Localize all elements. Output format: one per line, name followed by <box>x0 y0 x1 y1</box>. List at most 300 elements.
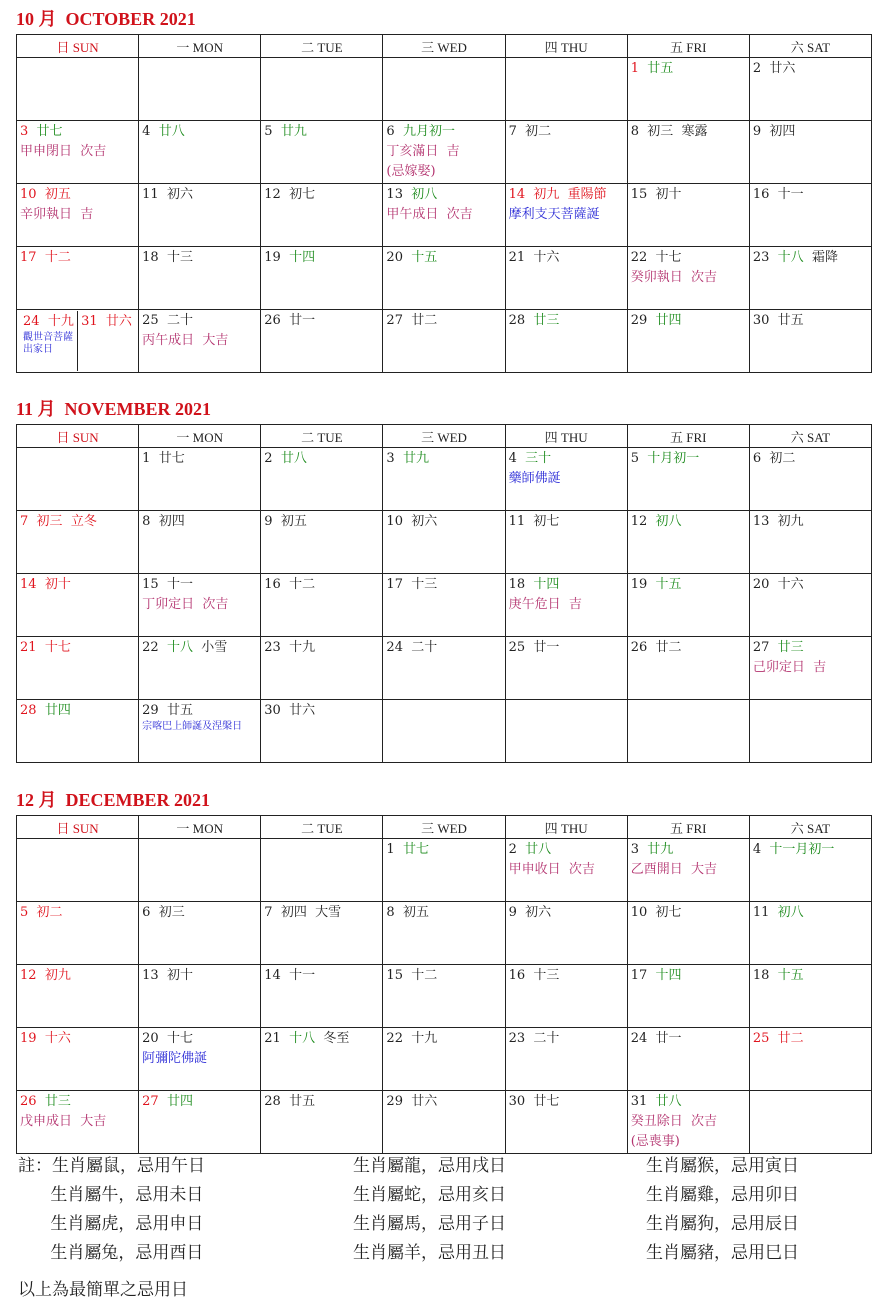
day-note: 己卯定日 吉 <box>752 660 827 675</box>
day-header <box>631 311 746 331</box>
weekday-header: 四 THU <box>505 425 627 448</box>
day-header <box>509 185 624 205</box>
day-header <box>20 1092 135 1112</box>
split-day-cell <box>20 311 135 371</box>
zodiac-notes <box>18 1152 868 1268</box>
day-number: 8 <box>142 514 151 529</box>
day-number: 6 <box>142 905 151 920</box>
day-note: 甲午成日 次吉 <box>386 207 473 222</box>
lunar-date: 廿五 <box>289 1094 316 1109</box>
lunar-date: 廿一 <box>289 313 316 328</box>
lunar-date: 初八 <box>411 187 438 202</box>
day-number: 13 <box>386 187 403 202</box>
day-header <box>509 512 624 532</box>
day-cell <box>383 1091 505 1154</box>
day-cell <box>383 184 505 247</box>
week-row <box>17 965 872 1028</box>
day-cell <box>505 1091 627 1154</box>
day-cell <box>261 448 383 511</box>
lunar-date: 十六 <box>533 250 560 265</box>
weekday-header: 日 SUN <box>17 816 139 839</box>
day-number: 16 <box>508 968 526 983</box>
day-header <box>264 122 379 142</box>
day-cell <box>139 310 261 373</box>
lunar-date: 廿三 <box>44 1094 71 1109</box>
lunar-date: 十四 <box>289 250 316 265</box>
day-cell <box>749 839 871 902</box>
lunar-date: 九月初一 <box>402 124 455 139</box>
day-cell <box>139 574 261 637</box>
lunar-date: 廿九 <box>280 124 307 139</box>
month-title: 12 月 DECEMBER 2021 <box>16 790 211 810</box>
day-cell <box>383 121 505 184</box>
note-row <box>18 1210 868 1239</box>
day-header <box>509 248 624 268</box>
week-row <box>17 58 872 121</box>
note-row <box>18 1239 868 1268</box>
day-header <box>386 638 501 658</box>
day-cell <box>627 511 749 574</box>
note-text: 註：生肖屬鼠，忌用午日 <box>18 1156 205 1176</box>
day-header <box>631 575 746 595</box>
day-number: 28 <box>20 703 37 718</box>
day-cell <box>627 1091 749 1154</box>
lunar-date: 廿二 <box>777 1031 804 1046</box>
day-number: 31 <box>81 314 98 329</box>
day-number: 8 <box>630 124 639 139</box>
lunar-date: 十二 <box>289 577 316 592</box>
day-cell-half <box>20 311 78 371</box>
day-header <box>264 1092 379 1112</box>
day-number: 6 <box>386 124 395 139</box>
day-cell <box>505 902 627 965</box>
day-header <box>264 512 379 532</box>
day-header <box>20 701 135 721</box>
lunar-date: 十七 <box>44 640 71 655</box>
day-cell <box>17 247 139 310</box>
empty-cell <box>139 839 261 902</box>
day-cell <box>627 574 749 637</box>
day-header <box>20 1029 135 1049</box>
lunar-date: 廿八 <box>655 1094 682 1109</box>
empty-cell <box>749 700 871 763</box>
day-cell <box>383 247 505 310</box>
lunar-date: 廿三 <box>533 313 560 328</box>
lunar-date: 初四 <box>158 514 185 529</box>
lunar-date: 二十 <box>166 313 193 328</box>
day-number: 1 <box>142 451 151 466</box>
lunar-date: 三十 <box>525 451 552 466</box>
day-cell <box>505 1028 627 1091</box>
day-header <box>386 903 501 923</box>
day-number: 15 <box>142 577 159 592</box>
day-header <box>631 449 746 469</box>
day-cell <box>749 511 871 574</box>
lunar-date: 初九 <box>533 187 560 202</box>
lunar-date: 初五 <box>402 905 429 920</box>
day-cell <box>261 511 383 574</box>
day-header <box>386 840 501 860</box>
lunar-date: 廿二 <box>655 640 682 655</box>
day-number: 19 <box>264 250 281 265</box>
lunar-date: 初七 <box>533 514 560 529</box>
day-header <box>142 311 257 331</box>
empty-cell <box>17 58 139 121</box>
day-number: 12 <box>630 514 648 529</box>
weekday-header: 二 TUE <box>261 35 383 58</box>
day-header <box>264 903 379 923</box>
solar-term: 重陽節 <box>567 187 607 202</box>
day-number: 19 <box>630 577 648 592</box>
day-cell <box>17 700 139 763</box>
lunar-date: 十一 <box>166 577 193 592</box>
day-header <box>386 512 501 532</box>
day-number: 4 <box>142 124 151 139</box>
day-header <box>509 1092 624 1112</box>
day-number: 17 <box>386 577 403 592</box>
day-header <box>142 1029 257 1049</box>
empty-cell <box>505 58 627 121</box>
empty-cell <box>383 58 505 121</box>
weekday-header: 三 WED <box>383 425 505 448</box>
day-cell <box>627 310 749 373</box>
day-cell <box>383 902 505 965</box>
day-note: 出家日 <box>23 344 53 355</box>
day-header <box>142 122 257 142</box>
day-cell <box>749 574 871 637</box>
empty-cell <box>261 58 383 121</box>
day-header <box>753 966 868 986</box>
week-row <box>17 700 872 763</box>
lunar-date: 十六 <box>777 577 804 592</box>
day-header <box>142 903 257 923</box>
day-header <box>631 1092 746 1112</box>
day-header <box>20 512 135 532</box>
lunar-date: 初六 <box>411 514 438 529</box>
day-number: 15 <box>386 968 403 983</box>
lunar-date: 廿四 <box>44 703 71 718</box>
day-header <box>631 122 746 142</box>
day-cell <box>261 184 383 247</box>
week-row <box>17 637 872 700</box>
lunar-date: 廿一 <box>655 1031 682 1046</box>
lunar-date: 初四 <box>769 124 796 139</box>
day-note: 丙午成日 大吉 <box>142 333 229 348</box>
day-cell <box>627 58 749 121</box>
day-header <box>20 966 135 986</box>
day-cell <box>383 511 505 574</box>
day-header <box>386 185 501 205</box>
day-header <box>386 449 501 469</box>
day-cell <box>505 965 627 1028</box>
day-cell <box>505 184 627 247</box>
day-note: 觀世音菩薩 <box>23 332 73 343</box>
lunar-date: 初七 <box>655 905 682 920</box>
day-cell-half <box>78 311 135 371</box>
weekday-header-row <box>17 425 872 448</box>
lunar-date: 十三 <box>411 577 438 592</box>
note-text: 生肖屬牛，忌用未日 <box>18 1185 204 1205</box>
day-cell <box>505 448 627 511</box>
lunar-date: 廿六 <box>105 314 132 329</box>
day-cell <box>261 121 383 184</box>
lunar-date: 十二 <box>411 968 438 983</box>
day-cell <box>627 637 749 700</box>
day-header <box>509 449 624 469</box>
week-row <box>17 448 872 511</box>
day-cell <box>261 637 383 700</box>
solar-term: 小雪 <box>201 640 228 655</box>
day-header <box>753 185 868 205</box>
day-number: 20 <box>752 577 770 592</box>
day-cell <box>627 839 749 902</box>
day-header <box>20 903 135 923</box>
lunar-date: 初九 <box>777 514 804 529</box>
day-number: 28 <box>264 1094 281 1109</box>
day-cell <box>749 247 871 310</box>
lunar-date: 十一 <box>289 968 316 983</box>
day-cell <box>261 1028 383 1091</box>
day-header <box>631 185 746 205</box>
solar-term: 大雪 <box>315 905 342 920</box>
day-cell <box>261 965 383 1028</box>
lunar-date: 十八 <box>777 250 804 265</box>
day-header <box>142 966 257 986</box>
day-cell <box>17 1028 139 1091</box>
day-number: 25 <box>142 313 159 328</box>
day-cell <box>627 448 749 511</box>
lunar-date: 十七 <box>655 250 682 265</box>
day-header <box>264 1029 379 1049</box>
lunar-date: 二十 <box>411 640 438 655</box>
day-cell <box>261 700 383 763</box>
day-header <box>142 248 257 268</box>
day-cell <box>139 448 261 511</box>
day-header <box>753 449 868 469</box>
day-number: 17 <box>20 250 37 265</box>
day-cell <box>383 310 505 373</box>
day-number: 31 <box>630 1094 648 1109</box>
day-header <box>264 449 379 469</box>
day-cell <box>139 1091 261 1154</box>
day-number: 26 <box>630 640 648 655</box>
day-number: 13 <box>142 968 159 983</box>
note-text: 生肖屬猴，忌用寅日 <box>646 1156 799 1176</box>
lunar-date: 十八 <box>289 1031 316 1046</box>
day-cell <box>749 448 871 511</box>
weekday-header: 五 FRI <box>627 35 749 58</box>
day-header <box>264 311 379 331</box>
day-note: 藥師佛誕 <box>508 471 561 486</box>
day-header <box>753 59 868 79</box>
day-header <box>753 903 868 923</box>
day-cell <box>139 121 261 184</box>
day-cell <box>505 310 627 373</box>
day-header <box>509 311 624 331</box>
day-header <box>264 575 379 595</box>
day-number: 7 <box>508 124 517 139</box>
day-header <box>264 248 379 268</box>
day-number: 26 <box>20 1094 37 1109</box>
lunar-date: 初九 <box>44 968 71 983</box>
day-number: 29 <box>386 1094 403 1109</box>
day-header <box>20 248 135 268</box>
empty-cell <box>17 839 139 902</box>
day-cell <box>627 1028 749 1091</box>
lunar-date: 十七 <box>166 1031 193 1046</box>
day-number: 1 <box>630 61 639 76</box>
day-header <box>631 59 746 79</box>
lunar-date: 初六 <box>525 905 552 920</box>
day-number: 29 <box>142 703 159 718</box>
lunar-date: 廿六 <box>411 1094 438 1109</box>
calendar-grid <box>16 424 872 763</box>
day-cell <box>627 902 749 965</box>
day-number: 27 <box>386 313 403 328</box>
note-text: 生肖屬狗，忌用辰日 <box>646 1214 799 1234</box>
week-row <box>17 839 872 902</box>
solar-term: 冬至 <box>323 1031 350 1046</box>
lunar-date: 初二 <box>36 905 63 920</box>
day-number: 25 <box>508 640 526 655</box>
day-number: 13 <box>752 514 770 529</box>
day-number: 12 <box>20 968 37 983</box>
weekday-header: 六 SAT <box>749 425 871 448</box>
note-row <box>18 1152 868 1181</box>
lunar-date: 十九 <box>47 314 74 329</box>
lunar-date: 十三 <box>533 968 560 983</box>
day-number: 20 <box>386 250 403 265</box>
day-cell <box>749 902 871 965</box>
day-number: 24 <box>386 640 403 655</box>
weekday-header: 五 FRI <box>627 816 749 839</box>
day-header <box>753 311 868 331</box>
day-header <box>631 248 746 268</box>
weekday-header: 三 WED <box>383 816 505 839</box>
day-number: 8 <box>386 905 395 920</box>
week-row <box>17 511 872 574</box>
weekday-header: 四 THU <box>505 35 627 58</box>
note-text: 生肖屬豬，忌用巳日 <box>646 1243 799 1263</box>
calendar-grid <box>16 815 872 1154</box>
day-cell <box>749 184 871 247</box>
day-note: 庚午危日 吉 <box>508 597 582 612</box>
week-row <box>17 574 872 637</box>
day-header <box>142 449 257 469</box>
day-cell <box>505 511 627 574</box>
day-header <box>142 638 257 658</box>
day-number: 6 <box>752 451 762 466</box>
day-header <box>20 185 135 205</box>
day-cell <box>627 121 749 184</box>
december-calendar <box>16 787 872 1154</box>
empty-cell <box>627 700 749 763</box>
lunar-date: 初八 <box>655 514 682 529</box>
day-header <box>386 575 501 595</box>
day-note: (忌喪事) <box>630 1134 680 1149</box>
lunar-date: 廿七 <box>158 451 185 466</box>
lunar-date: 十九 <box>289 640 316 655</box>
lunar-date: 初四 <box>280 905 307 920</box>
day-header <box>81 312 132 332</box>
day-note: 甲申收日 次吉 <box>508 862 595 877</box>
day-cell <box>17 310 139 373</box>
lunar-date: 廿九 <box>402 451 429 466</box>
day-cell <box>261 310 383 373</box>
day-cell <box>383 965 505 1028</box>
empty-cell <box>139 58 261 121</box>
day-cell <box>749 1028 871 1091</box>
day-number: 9 <box>752 124 762 139</box>
lunar-date: 廿五 <box>166 703 193 718</box>
day-number: 14 <box>508 187 526 202</box>
day-header <box>631 903 746 923</box>
lunar-date: 十五 <box>411 250 438 265</box>
day-note: 乙酉開日 大吉 <box>630 862 717 877</box>
day-cell <box>17 902 139 965</box>
lunar-date: 初三 <box>158 905 185 920</box>
lunar-date: 十月初一 <box>647 451 700 466</box>
weekday-header: 一 MON <box>139 816 261 839</box>
day-header <box>753 248 868 268</box>
day-header <box>264 638 379 658</box>
day-header <box>631 966 746 986</box>
weekday-header: 六 SAT <box>749 816 871 839</box>
lunar-date: 十一月初一 <box>769 842 835 857</box>
day-header <box>509 840 624 860</box>
lunar-date: 廿一 <box>533 640 560 655</box>
day-number: 29 <box>630 313 648 328</box>
week-row <box>17 121 872 184</box>
note-text: 生肖屬虎，忌用申日 <box>18 1214 204 1234</box>
empty-cell <box>383 700 505 763</box>
day-cell <box>383 1028 505 1091</box>
weekday-header: 二 TUE <box>261 425 383 448</box>
day-header <box>20 638 135 658</box>
day-cell <box>139 965 261 1028</box>
lunar-date: 初六 <box>166 187 193 202</box>
day-cell <box>139 184 261 247</box>
day-header <box>264 701 379 721</box>
lunar-date: 十九 <box>411 1031 438 1046</box>
day-cell <box>627 247 749 310</box>
lunar-date: 十二 <box>44 250 71 265</box>
day-header <box>509 1029 624 1049</box>
day-number: 14 <box>20 577 37 592</box>
day-number: 30 <box>752 313 770 328</box>
day-number: 2 <box>752 61 762 76</box>
day-number: 3 <box>386 451 395 466</box>
weekday-header: 一 MON <box>139 35 261 58</box>
day-cell <box>139 637 261 700</box>
day-cell <box>139 247 261 310</box>
day-number: 10 <box>386 514 403 529</box>
month-title: 11 月 NOVEMBER 2021 <box>16 399 212 419</box>
note-text: 生肖屬兔，忌用酉日 <box>18 1243 204 1263</box>
day-note: 阿彌陀佛誕 <box>142 1051 208 1066</box>
day-note: 摩利支天菩薩誕 <box>508 207 600 222</box>
note-text: 生肖屬龍，忌用戌日 <box>353 1156 506 1176</box>
day-header <box>753 575 868 595</box>
empty-cell <box>505 700 627 763</box>
day-note: 戊申成日 大吉 <box>20 1114 107 1129</box>
day-number: 5 <box>20 905 29 920</box>
week-row <box>17 1091 872 1154</box>
day-header <box>509 966 624 986</box>
day-number: 11 <box>752 905 770 920</box>
month-title: 10 月 OCTOBER 2021 <box>16 9 196 29</box>
day-number: 30 <box>264 703 281 718</box>
